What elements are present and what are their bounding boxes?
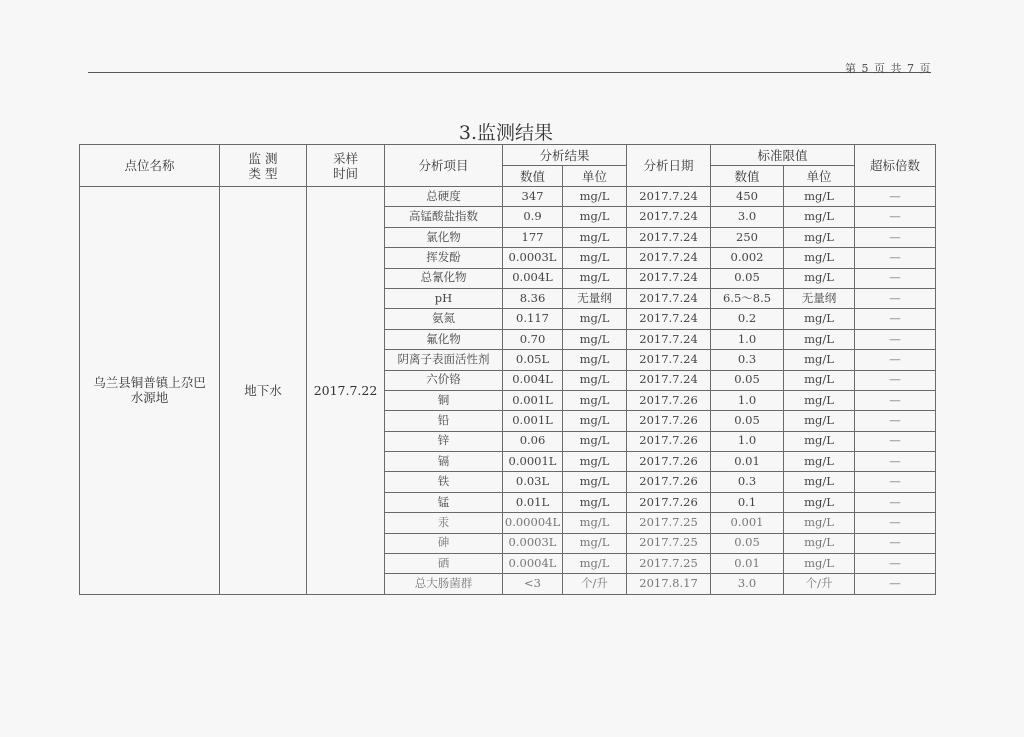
cell-item: 六价铬	[385, 370, 503, 390]
cell-value: 0.117	[503, 309, 563, 329]
cell-unit: 个/升	[563, 574, 627, 594]
cell-exceed: —	[855, 268, 936, 288]
cell-value: 177	[503, 227, 563, 247]
cell-value: 0.03L	[503, 472, 563, 492]
cell-date: 2017.7.26	[627, 452, 711, 472]
page-number: 第 5 页 共 7 页	[845, 62, 932, 75]
cell-exceed: —	[855, 370, 936, 390]
cell-date: 2017.7.25	[627, 554, 711, 574]
cell-item: 氯化物	[385, 227, 503, 247]
cell-item: 硒	[385, 554, 503, 574]
cell-limit-unit: mg/L	[784, 472, 855, 492]
cell-exceed: —	[855, 187, 936, 207]
cell-item: 铜	[385, 390, 503, 410]
cell-exceed: —	[855, 574, 936, 594]
header-limit-value: 数值	[711, 166, 784, 187]
cell-unit: mg/L	[563, 309, 627, 329]
header-date: 分析日期	[627, 145, 711, 187]
cell-limit: 6.5～8.5	[711, 288, 784, 308]
cell-item: 汞	[385, 513, 503, 533]
cell-exceed: —	[855, 329, 936, 349]
cell-value: 0.0004L	[503, 554, 563, 574]
cell-exceed: —	[855, 492, 936, 512]
cell-limit: 0.3	[711, 472, 784, 492]
cell-limit: 1.0	[711, 390, 784, 410]
cell-exceed: —	[855, 207, 936, 227]
cell-limit-unit: mg/L	[784, 370, 855, 390]
cell-exceed: —	[855, 411, 936, 431]
cell-limit-unit: mg/L	[784, 554, 855, 574]
header-time: 采样 时间	[307, 145, 385, 187]
table-row	[80, 187, 936, 207]
header-result: 分析结果	[503, 145, 627, 166]
cell-value: 0.06	[503, 431, 563, 451]
cell-limit-unit: mg/L	[784, 513, 855, 533]
header-type: 监 测 类 型	[220, 145, 307, 187]
cell-value: 0.00004L	[503, 513, 563, 533]
cell-limit: 1.0	[711, 431, 784, 451]
cell-value: 0.0003L	[503, 248, 563, 268]
cell-limit: 0.05	[711, 533, 784, 553]
cell-exceed: —	[855, 390, 936, 410]
cell-limit-unit: mg/L	[784, 492, 855, 512]
cell-item: 氟化物	[385, 329, 503, 349]
cell-unit: mg/L	[563, 227, 627, 247]
cell-limit-unit: mg/L	[784, 452, 855, 472]
cell-item: 铁	[385, 472, 503, 492]
cell-limit-unit: mg/L	[784, 390, 855, 410]
cell-item: 总大肠菌群	[385, 574, 503, 594]
cell-limit: 0.01	[711, 452, 784, 472]
cell-unit: mg/L	[563, 492, 627, 512]
cell-value: <3	[503, 574, 563, 594]
cell-value: 0.70	[503, 329, 563, 349]
cell-limit-unit: 个/升	[784, 574, 855, 594]
cell-item: 总硬度	[385, 187, 503, 207]
cell-unit: mg/L	[563, 268, 627, 288]
cell-limit: 0.01	[711, 554, 784, 574]
cell-exceed: —	[855, 513, 936, 533]
cell-date: 2017.7.24	[627, 288, 711, 308]
cell-limit: 0.05	[711, 411, 784, 431]
cell-unit: mg/L	[563, 329, 627, 349]
cell-limit-unit: mg/L	[784, 329, 855, 349]
cell-limit-unit: mg/L	[784, 248, 855, 268]
cell-unit: mg/L	[563, 248, 627, 268]
cell-unit: 无量纲	[563, 288, 627, 308]
cell-limit: 1.0	[711, 329, 784, 349]
header-rule	[88, 72, 931, 73]
cell-value: 0.9	[503, 207, 563, 227]
cell-exceed: —	[855, 248, 936, 268]
cell-date: 2017.7.25	[627, 533, 711, 553]
cell-unit: mg/L	[563, 187, 627, 207]
cell-date: 2017.7.24	[627, 248, 711, 268]
cell-exceed: —	[855, 288, 936, 308]
header-limit-unit: 单位	[784, 166, 855, 187]
cell-limit: 0.1	[711, 492, 784, 512]
cell-value: 0.0001L	[503, 452, 563, 472]
cell-value: 0.004L	[503, 268, 563, 288]
cell-limit-unit: mg/L	[784, 533, 855, 553]
section-title: 3.监测结果	[458, 122, 554, 144]
cell-limit-unit: mg/L	[784, 207, 855, 227]
cell-unit: mg/L	[563, 350, 627, 370]
cell-item: 锰	[385, 492, 503, 512]
cell-limit: 3.0	[711, 207, 784, 227]
cell-date: 2017.7.24	[627, 370, 711, 390]
cell-date: 2017.7.26	[627, 390, 711, 410]
cell-unit: mg/L	[563, 390, 627, 410]
cell-limit-unit: mg/L	[784, 227, 855, 247]
cell-item: 阴离子表面活性剂	[385, 350, 503, 370]
cell-item: 高锰酸盐指数	[385, 207, 503, 227]
header-site: 点位名称	[80, 145, 220, 187]
cell-limit: 0.05	[711, 370, 784, 390]
cell-exceed: —	[855, 533, 936, 553]
cell-item: 锌	[385, 431, 503, 451]
cell-exceed: —	[855, 431, 936, 451]
cell-unit: mg/L	[563, 554, 627, 574]
cell-date: 2017.7.24	[627, 268, 711, 288]
cell-date: 2017.7.26	[627, 411, 711, 431]
cell-date: 2017.7.25	[627, 513, 711, 533]
cell-value: 0.01L	[503, 492, 563, 512]
sample-time-cell: 2017.7.22	[307, 187, 385, 595]
cell-item: 挥发酚	[385, 248, 503, 268]
cell-item: 总氰化物	[385, 268, 503, 288]
cell-date: 2017.7.24	[627, 227, 711, 247]
cell-unit: mg/L	[563, 370, 627, 390]
monitoring-results-table	[79, 144, 936, 595]
cell-exceed: —	[855, 350, 936, 370]
cell-limit: 0.001	[711, 513, 784, 533]
site-name-cell: 乌兰县铜普镇上尕巴 水源地	[80, 187, 220, 595]
cell-limit-unit: mg/L	[784, 431, 855, 451]
cell-limit: 250	[711, 227, 784, 247]
cell-unit: mg/L	[563, 513, 627, 533]
cell-unit: mg/L	[563, 472, 627, 492]
cell-date: 2017.7.24	[627, 207, 711, 227]
header-result-unit: 单位	[563, 166, 627, 187]
cell-date: 2017.7.26	[627, 472, 711, 492]
cell-value: 0.0003L	[503, 533, 563, 553]
header-exceed: 超标倍数	[855, 145, 936, 187]
cell-exceed: —	[855, 452, 936, 472]
cell-item: 氨氮	[385, 309, 503, 329]
cell-date: 2017.7.24	[627, 187, 711, 207]
cell-date: 2017.7.24	[627, 350, 711, 370]
cell-item: 砷	[385, 533, 503, 553]
cell-exceed: —	[855, 554, 936, 574]
cell-item: 铅	[385, 411, 503, 431]
header-item: 分析项目	[385, 145, 503, 187]
cell-item: 镉	[385, 452, 503, 472]
cell-item: pH	[385, 288, 503, 308]
cell-exceed: —	[855, 227, 936, 247]
cell-value: 0.004L	[503, 370, 563, 390]
cell-limit: 0.05	[711, 268, 784, 288]
header-limit: 标准限值	[711, 145, 855, 166]
cell-exceed: —	[855, 309, 936, 329]
cell-value: 0.001L	[503, 411, 563, 431]
cell-limit-unit: mg/L	[784, 350, 855, 370]
cell-limit: 0.002	[711, 248, 784, 268]
cell-date: 2017.7.24	[627, 309, 711, 329]
cell-date: 2017.7.24	[627, 329, 711, 349]
cell-limit-unit: 无量纲	[784, 288, 855, 308]
cell-value: 8.36	[503, 288, 563, 308]
cell-value: 0.001L	[503, 390, 563, 410]
monitor-type-cell: 地下水	[220, 187, 307, 595]
cell-limit-unit: mg/L	[784, 187, 855, 207]
cell-value: 347	[503, 187, 563, 207]
cell-limit: 0.3	[711, 350, 784, 370]
cell-unit: mg/L	[563, 452, 627, 472]
cell-value: 0.05L	[503, 350, 563, 370]
cell-date: 2017.8.17	[627, 574, 711, 594]
cell-unit: mg/L	[563, 431, 627, 451]
cell-date: 2017.7.26	[627, 492, 711, 512]
cell-limit-unit: mg/L	[784, 268, 855, 288]
cell-limit-unit: mg/L	[784, 411, 855, 431]
cell-date: 2017.7.26	[627, 431, 711, 451]
cell-limit: 0.2	[711, 309, 784, 329]
cell-unit: mg/L	[563, 207, 627, 227]
header-result-value: 数值	[503, 166, 563, 187]
cell-limit: 3.0	[711, 574, 784, 594]
cell-exceed: —	[855, 472, 936, 492]
cell-unit: mg/L	[563, 533, 627, 553]
header-row-1	[80, 145, 936, 166]
cell-unit: mg/L	[563, 411, 627, 431]
cell-limit-unit: mg/L	[784, 309, 855, 329]
cell-limit: 450	[711, 187, 784, 207]
